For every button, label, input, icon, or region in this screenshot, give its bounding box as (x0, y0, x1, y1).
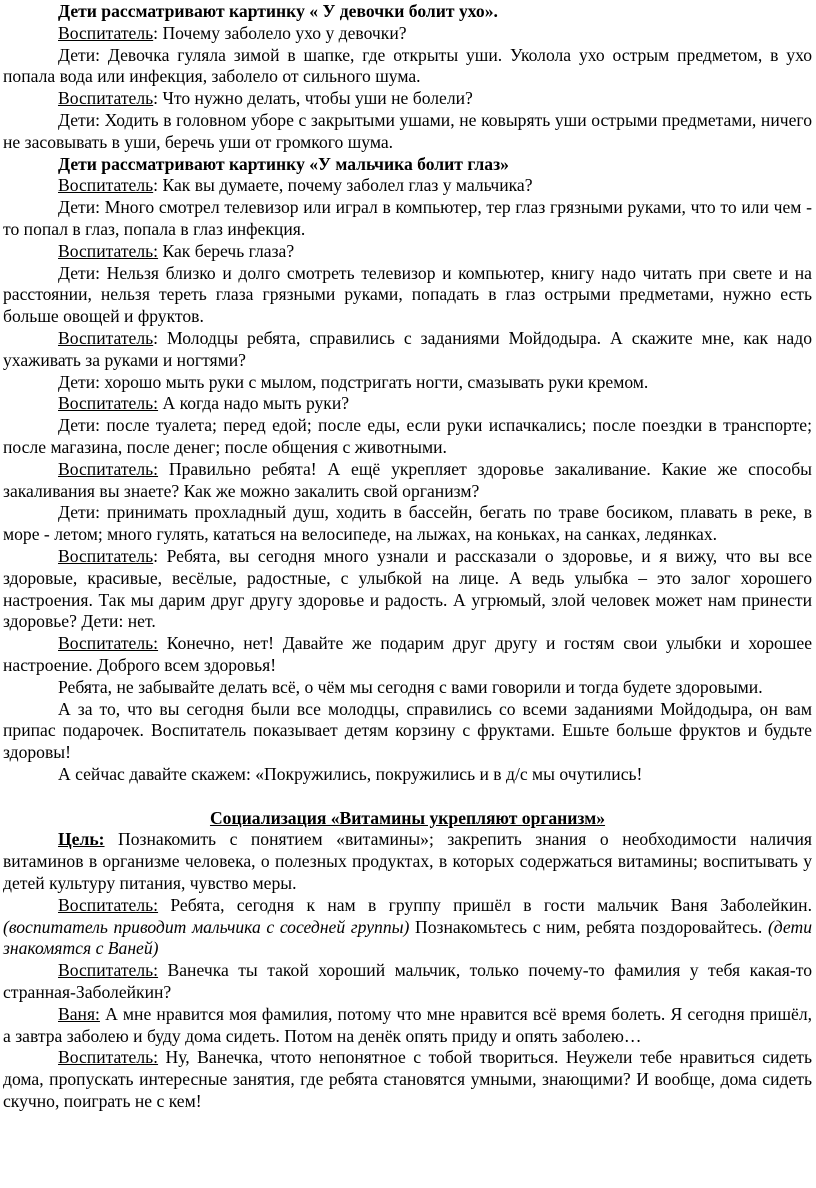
text-run: Социализация «Витамины укрепляют организм» (209, 807, 606, 828)
text-run: Дети: Много смотрел телевизор или играл в компьютер, тер глаз грязными руками, что то или чем - то попал в глаз, попала в глаз инфекция. (3, 197, 812, 239)
section-title (3, 808, 812, 830)
paragraph (3, 263, 812, 328)
paragraph (3, 415, 812, 459)
speaker-label: Цель: (58, 829, 105, 850)
paragraph (3, 1047, 812, 1112)
text-run: Ребята, не забывайте делать всё, о чём мы сегодня с вами говорили и тогда будете здоровыми. (58, 676, 763, 697)
text-run: Конечно, нет! Давайте же подарим друг другу и гостям свои улыбки и хорошее настроение. Доброго всем здоровья! (3, 633, 812, 675)
text-run: Правильно ребята! А ещё укрепляет здоровье закаливание. Какие же способы закаливания вы знаете? Как же можно закалить свой организм? (3, 458, 812, 501)
paragraph (3, 829, 812, 894)
speaker-label: Воспитатель: (58, 894, 159, 915)
paragraph (3, 23, 812, 45)
text-run: А сейчас давайте скажем: «Покружились, покружились и в д/с мы очутились! (58, 763, 643, 784)
paragraph (3, 677, 812, 699)
paragraph (3, 459, 812, 503)
text-run: Дети: Ходить в головном уборе с закрытыми ушами, не ковырять уши острыми предметами, ничего не засовывать в уши, беречь уши от громкого шума. (3, 109, 812, 152)
text-run: Ну, Ванечка, чтото непонятное с тобой твориться. Неужели тебе нравиться сидеть дома, пропускать интересные занятия, где ребята становятся умными, знающими? И вообще, дома сидеть скучно, поиграть не с кем! (3, 1047, 812, 1112)
text-run: : Ребята, вы сегодня много узнали и рассказали о здоровье, и я вижу, что вы все здоровые, красивые, весёлые, радостные, с улыбкой на лице. А ведь улыбка – это залог хорошего настроения. Так мы дарим друг другу здоровье и радость. А угрюмый, злой человек может нам принести здоровье? Дети: нет. (3, 545, 812, 632)
text-run: Дети: Нельзя близко и долго смотреть телевизор и компьютер, книгу надо читать при свете и на расстоянии, нельзя тереть глаза грязными руками, попадать в глаз острыми предметами, нужно есть больше овощей и фруктов. (3, 262, 812, 327)
text-run: Дети: Девочка гуляла зимой в шапке, где открыты уши. Уколола ухо острым предметом, в ухо попала вода или инфекция, заболело от сильного шума. (3, 44, 812, 87)
text-run: Дети: после туалета; перед едой; после еды, если руки испачкались; после поездки в транспорте; после магазина, после денег; после общения с животными. (3, 415, 812, 457)
text-run: Дети: хорошо мыть руки с мылом, подстригать ногти, смазывать руки кремом. (58, 371, 649, 392)
speaker-label: Воспитатель (58, 545, 154, 566)
speaker-label: Воспитатель (58, 88, 154, 109)
paragraph (3, 633, 812, 677)
text-run: Познакомьтесь с ним, ребята поздоровайтесь. (409, 916, 768, 937)
paragraph (3, 110, 812, 154)
speaker-label: Воспитатель: (58, 458, 159, 479)
paragraph (3, 372, 812, 394)
text-run: Дети рассматривают картинку «У мальчика болит глаз» (58, 153, 509, 174)
paragraph (3, 241, 812, 263)
text-run: Как беречь глаза? (158, 240, 295, 261)
text-run: : Что нужно делать, чтобы уши не болели? (153, 88, 473, 109)
spacer (3, 786, 812, 808)
paragraph (3, 960, 812, 1004)
speaker-label: Воспитатель (58, 327, 154, 348)
text-run: : Молодцы ребята, справились с заданиями Мойдодыра. А скажите мне, как надо ухаживать за руками и ногтями? (3, 327, 812, 370)
text-run: (дети знакомятся с Ваней) (3, 916, 813, 959)
text-run: А когда надо мыть руки? (158, 393, 350, 414)
text-run: А за то, что вы сегодня были все молодцы, справились со всеми заданиями Мойдодыра, он вам припас подарочек. Воспитатель показывает детям корзину с фруктами. Ешьте больше фруктов и будьте здоровы! (3, 698, 812, 763)
heading-eye (3, 154, 812, 176)
paragraph (3, 764, 812, 786)
text-run: Ребята, сегодня к нам в группу пришёл в гости мальчик Ваня Заболейкин. (158, 894, 812, 915)
speaker-label: Воспитатель: (58, 1047, 159, 1068)
text-run: Познакомить с понятием «витамины»; закрепить знания о необходимости наличия витаминов в организме человека, о полезных продуктах, в которых содержаться витамины; воспитывать у детей культуру питания, чувство меры. (3, 829, 812, 894)
speaker-label: Воспитатель (58, 175, 154, 196)
speaker-label: Воспитатель: (58, 393, 159, 414)
speaker-label: Ваня: (58, 1003, 100, 1024)
speaker-label: Воспитатель: (58, 240, 159, 261)
text-run: (воспитатель приводит мальчика с соседней группы) (3, 916, 410, 937)
paragraph (3, 197, 812, 241)
speaker-label: Воспитатель (58, 22, 154, 43)
paragraph (3, 699, 812, 764)
paragraph (3, 328, 812, 372)
speaker-label: Воспитатель: (58, 960, 159, 981)
text-run: А мне нравится моя фамилия, потому что мне нравится всё время болеть. Я сегодня пришёл, а завтра заболею и буду дома сидеть. Потом на денёк опять приду и опять заболею… (3, 1003, 812, 1046)
paragraph (3, 546, 812, 633)
text-run: Дети: принимать прохладный душ, ходить в бассейн, бегать по траве босиком, плавать в реке, в море - летом; много гулять, кататься на велосипеде, на лыжах, на коньках, на санках, ледянках. (3, 502, 812, 545)
heading-ear (3, 1, 812, 23)
paragraph (3, 45, 812, 89)
paragraph (3, 88, 812, 110)
speaker-label: Воспитатель: (58, 633, 159, 654)
paragraph (3, 895, 812, 960)
paragraph (3, 175, 812, 197)
text-run: : Как вы думаете, почему заболел глаз у мальчика? (153, 175, 533, 196)
text-run: Ванечка ты такой хороший мальчик, только почему-то фамилия у тебя какая-то странная-Заболейкин? (3, 960, 812, 1003)
paragraph (3, 502, 812, 546)
paragraph (3, 393, 812, 415)
paragraph (3, 1004, 812, 1048)
text-run: : Почему заболело ухо у девочки? (153, 22, 407, 43)
text-run: Дети рассматривают картинку « У девочки болит ухо». (58, 1, 498, 21)
